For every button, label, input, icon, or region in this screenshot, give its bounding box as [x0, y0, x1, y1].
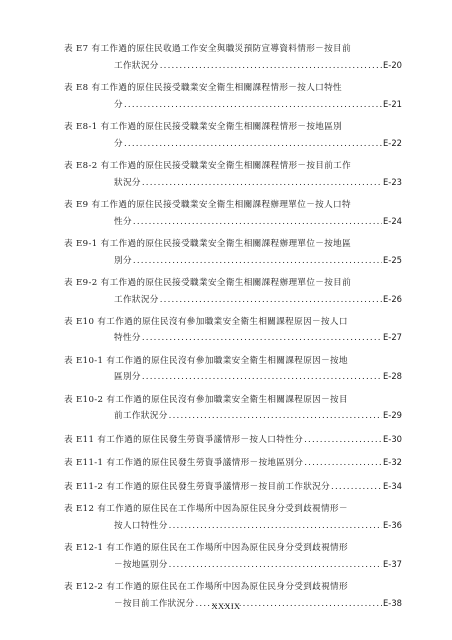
toc-entry-title-continued: 分: [114, 99, 123, 110]
toc-entry-e8-1[interactable]: [64, 120, 402, 152]
toc-page-ref[interactable]: E-36: [383, 519, 402, 530]
toc-entry-title-continued: 前工作狀況分: [114, 411, 168, 422]
toc-page-ref[interactable]: E-34: [383, 480, 402, 491]
toc-entry-e7[interactable]: [64, 42, 402, 74]
toc-page-ref[interactable]: E-27: [383, 332, 402, 343]
toc-entry-title: 表 E10 有工作過的原住民沒有參加職業安全衛生相關課程原因－按人口: [64, 316, 348, 327]
toc-entry-title: 表 E12-2 有工作過的原住民在工作場所中因為原住民身分受到歧視情形: [64, 581, 348, 592]
toc-entry-title-continued: 性分: [114, 216, 132, 227]
toc-entry-title: 表 E10-1 有工作過的原住民沒有參加職業安全衛生相關課程原因－按地: [64, 355, 348, 366]
toc-page-ref[interactable]: E-32: [383, 457, 402, 468]
toc-entry-title: 表 E12-1 有工作過的原住民在工作場所中因為原住民身分受到歧視情形: [64, 543, 348, 553]
toc-page-ref[interactable]: E-20: [383, 59, 402, 70]
toc-entry-title: 表 E12 有工作過的原住民在工作場所中因為原住民身分受到歧視情形－: [64, 504, 348, 515]
dot-leader: [169, 558, 382, 574]
toc-entry-title-continued: 區別分: [114, 372, 141, 383]
toc-entry-title: 表 E8-2 有工作過的原住民接受職業安全衛生相關課程情形－按目前工作: [64, 160, 352, 171]
toc-page-ref[interactable]: E-38: [383, 597, 402, 608]
toc-entry-title-continued: 工作狀況分: [114, 294, 159, 305]
toc-entry-title: 表 E8-1 有工作過的原住民接受職業安全衛生相關課程情形－按地區別: [64, 121, 343, 132]
toc-entry-e9[interactable]: [64, 198, 402, 230]
dot-leader: [169, 519, 382, 535]
dot-leader: [142, 331, 382, 347]
dot-leader: [160, 293, 382, 309]
toc-entry-title: 表 E11-2 有工作過的原住民發生勞資爭議情形－按目前工作狀況分: [64, 481, 331, 492]
toc-entry-title: 表 E8 有工作過的原住民接受職業安全衛生相關課程情形－按人口特性: [64, 82, 342, 93]
toc-entry-e9-2[interactable]: [64, 276, 402, 308]
toc-entry-title: 表 E11-1 有工作過的原住民發生勞資爭議情形－按地區別分: [64, 458, 304, 469]
toc-entry-title-continued: 別分: [114, 255, 132, 266]
toc-entry-title: 表 E9-2 有工作過的原住民接受職業安全衛生相關課程辦理單位－按目前: [64, 277, 352, 288]
toc-page-ref[interactable]: E-37: [383, 558, 402, 569]
dot-leader: [331, 480, 382, 496]
toc-entry-e8-2[interactable]: [64, 159, 402, 191]
toc-entry-e11-1[interactable]: [64, 455, 402, 472]
table-of-contents: [64, 42, 402, 619]
toc-entry-e10-2[interactable]: [64, 393, 402, 425]
toc-entry-e10[interactable]: [64, 315, 402, 347]
dot-leader: [169, 409, 382, 425]
toc-entry-e8[interactable]: [64, 81, 402, 113]
dot-leader: [142, 370, 382, 386]
toc-entry-e11[interactable]: [64, 432, 402, 449]
toc-page-ref[interactable]: E-23: [383, 176, 402, 187]
toc-page-ref[interactable]: E-22: [383, 137, 402, 148]
toc-entry-title-continued: 工作狀況分: [114, 60, 159, 71]
toc-page-ref[interactable]: E-24: [383, 215, 402, 226]
toc-entry-title: 表 E9 有工作過的原住民接受職業安全衛生相關課程辦理單位－按人口特: [64, 199, 351, 210]
toc-entry-title: 表 E7 有工作過的原住民收過工作安全與職災預防宣導資料情形－按目前: [64, 44, 351, 54]
toc-entry-title-continued: 按人口特性分: [114, 520, 168, 531]
toc-page-ref[interactable]: E-21: [383, 98, 402, 109]
toc-page-ref[interactable]: E-25: [383, 254, 402, 265]
toc-entry-e11-2[interactable]: [64, 479, 402, 496]
dot-leader: [304, 456, 382, 472]
toc-page-ref[interactable]: E-30: [383, 433, 402, 444]
page-number: XXXIX: [211, 602, 241, 611]
toc-entry-title-continued: 分: [114, 138, 123, 149]
dot-leader: [124, 98, 382, 114]
dot-leader: [160, 59, 382, 75]
dot-leader: [142, 176, 382, 192]
toc-entry-e9-1[interactable]: [64, 237, 402, 269]
toc-entry-title: 表 E10-2 有工作過的原住民沒有參加職業安全衛生相關課程原因－按目: [64, 394, 348, 405]
dot-leader: [133, 254, 382, 270]
toc-page-ref[interactable]: E-28: [383, 371, 402, 382]
toc-entry-title: 表 E11 有工作過的原住民發生勞資爭議情形－按人口特性分: [64, 434, 304, 445]
toc-page-ref[interactable]: E-29: [383, 410, 402, 421]
toc-entry-title-continued: －按目前工作狀況分: [114, 598, 195, 609]
toc-entry-title-continued: 狀況分: [114, 177, 141, 188]
toc-page-ref[interactable]: E-26: [383, 293, 402, 304]
dot-leader: [304, 433, 382, 449]
toc-entry-title-continued: －按地區別分: [114, 559, 168, 570]
toc-entry-e12-1[interactable]: [64, 541, 402, 573]
toc-entry-e12[interactable]: [64, 502, 402, 534]
toc-entry-title: 表 E9-1 有工作過的原住民接受職業安全衛生相關課程辦理單位－按地區: [64, 238, 352, 249]
dot-leader: [124, 137, 382, 153]
toc-entry-e10-1[interactable]: [64, 354, 402, 386]
toc-entry-title-continued: 特性分: [114, 333, 141, 344]
dot-leader: [133, 215, 382, 231]
